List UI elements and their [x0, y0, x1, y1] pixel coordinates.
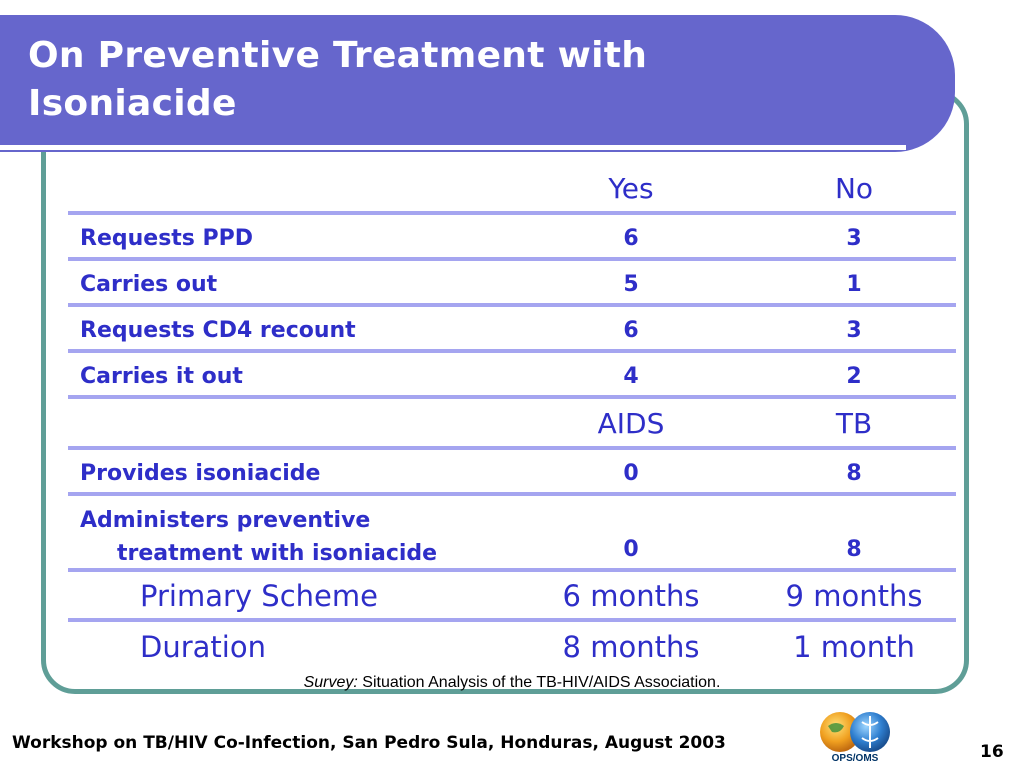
source-note — [0, 674, 1024, 692]
logo-label: OPS/OMS — [831, 753, 879, 764]
row-label: Provides isoniacide — [80, 461, 321, 486]
header-no: No — [834, 172, 874, 205]
table-row — [68, 307, 956, 353]
duration-tb: 1 month — [793, 630, 915, 664]
slide-footer: Workshop on TB/HIV Co-Infection, San Pedro Sula, Honduras, August 2003 — [12, 733, 726, 753]
cell-yes: 5 — [623, 272, 639, 297]
cell-no: 3 — [846, 226, 862, 251]
source-prefix: Survey: — [303, 674, 358, 691]
title-underline — [0, 145, 906, 150]
globe-emblem-icon — [814, 708, 896, 754]
row-label: Carries it out — [80, 364, 243, 389]
duration-label: Duration — [140, 630, 266, 664]
cell-aids: 0 — [623, 461, 639, 486]
table-subheader-row — [68, 399, 956, 450]
slide-title-line-2: Isoniacide — [28, 83, 237, 124]
slide-title — [28, 32, 647, 128]
cell-aids: 0 — [623, 537, 639, 562]
cell-no: 3 — [846, 318, 862, 343]
row-label: Requests PPD — [80, 226, 254, 251]
table-row — [68, 353, 956, 399]
source-text: Situation Analysis of the TB-HIV/AIDS Association. — [357, 674, 721, 691]
scheme-aids: 6 months — [562, 579, 700, 613]
row-label — [80, 504, 437, 570]
ops-oms-logo — [814, 708, 896, 766]
page-number: 16 — [980, 742, 1004, 762]
cell-yes: 6 — [623, 226, 639, 251]
slide-title-line-1: On Preventive Treatment with — [28, 35, 648, 76]
row-label: Carries out — [80, 272, 218, 297]
table-header-row — [68, 164, 956, 215]
cell-tb: 8 — [846, 537, 862, 562]
cell-tb: 8 — [846, 461, 862, 486]
duration-aids: 8 months — [562, 630, 700, 664]
row-label: Requests CD4 recount — [80, 318, 356, 343]
header-yes: Yes — [608, 172, 654, 205]
cell-yes: 4 — [623, 364, 639, 389]
table-row — [68, 496, 956, 572]
table-row — [68, 450, 956, 496]
cell-no: 2 — [846, 364, 862, 389]
scheme-label: Primary Scheme — [140, 579, 378, 613]
scheme-tb: 9 months — [785, 579, 923, 613]
header-tb: TB — [835, 407, 873, 440]
results-table — [68, 164, 956, 672]
cell-no: 1 — [846, 272, 862, 297]
table-row — [68, 215, 956, 261]
duration-row — [68, 622, 956, 672]
table-row — [68, 261, 956, 307]
scheme-row — [68, 572, 956, 622]
row-label-line-1: Administers preventive — [80, 508, 371, 533]
cell-yes: 6 — [623, 318, 639, 343]
header-aids: AIDS — [597, 407, 665, 440]
row-label-line-2: treatment with isoniacide — [117, 541, 438, 566]
